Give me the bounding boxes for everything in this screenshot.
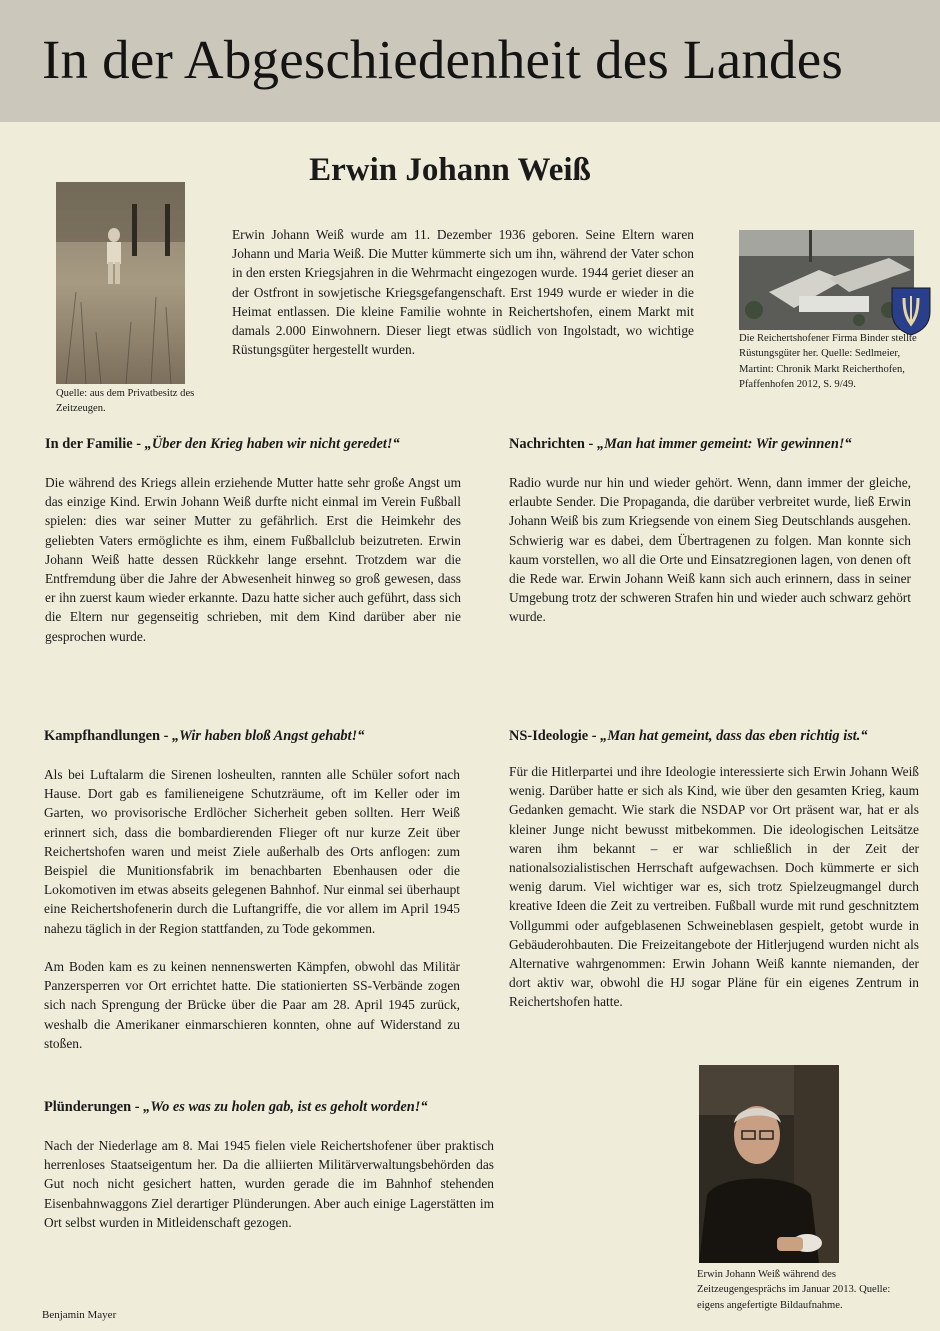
section-body-nachrichten: Radio wurde nur hin und wieder gehört. Wenn, dann immer der gleiche, erlaubte Sender. Die Propaganda, die darüber verbreitet wurde, ließ Erwin Johann Weiß bis zum Kriegsende von einem Sieg Deutschlands ausgehen. Schwierig war es dabei, dem Übertragenen zu folgen. Man konnte sich kaum vorstellen, wo all die Orte und Einsatzregionen lagen, von denen oft die Rede war. Erwin Johann Weiß kann sich auch erinnern, dass in seiner Umgebung trotz der schweren Strafen hin und wieder auch schwarz gehört wurde. <box>509 475 911 625</box>
section-body-ideologie: Für die Hitlerpartei und ihre Ideologie interessierte sich Erwin Johann Weiß wenig. Darüber hatte er sich als Kind, wie über den gesamten Krieg, kaum Gedanken gemacht. Wie stark die NSDAP vor Ort präsent war, hat er als kleiner Junge nicht bewusst mitbekommen. Die ideologischen Leitsätze waren ihm bekannt – er war schließlich in der Zeit der nationalsozialistischen Herrschaft aufgewachsen. Doch kümmerte er sich wenig darum. Viel wichtiger war es, sich trotz Spielzeugmangel durch kreative Ideen die Zeit zu vertreiben. Fußball wurde mit rund geschnitztem Vollgummi oder aufgeblasenen Schweineblasen gespielt, getobt wurde in Gebäuderohbauten. Die Freizeitangebote der Hitlerjugend wurden nicht als Alternative wahrgenommen: Erwin Johann Weiß kannte niemanden, der dort aktiv war, obwohl die HJ sogar Pläne für ein eigenes Zentrum in Reichertshofen hatte. <box>509 764 919 1010</box>
intro-paragraph: Erwin Johann Weiß wurde am 11. Dezember 1936 geboren. Seine Eltern waren Johann und Maria Weiß. Die Mutter kümmerte sich um ihn, während der Vater schon in den ersten Kriegsjahren in die Wehrmacht eingezogen wurde. 1944 geriet dieser an der Ostfront in sowjetische Kriegsgefangenschaft. Erst 1949 wurde er wieder in die Heimat entlassen. Die kleine Familie wohnte in Reichertshofen, einem Markt mit damals 2.000 Einwohnern. Dieser liegt etwas südlich von Ingolstadt, wo wichtige Rüstungsgüter hergestellt wurden. <box>232 227 694 358</box>
person-name-heading: Erwin Johann Weiß <box>309 152 591 188</box>
child-photo-caption: Quelle: aus dem Privatbesitz des Zeitzeugen. <box>56 388 195 415</box>
section-body-kampfhandlungen: Als bei Luftalarm die Sirenen losheulten, rannten alle Schüler sofort nach Hause. Dort gab es familieneigene Schutzräume, oft im Keller oder im Garten, wo provisorische Erdlöcher Sicherheit geben sollten. Herr Weiß erinnert sich, dass die bombardierenden Flieger oft nur kurze Zeit über Reichertshofen waren und meist Ziele außerhalb des Orts anflogen: zum Beispiel die Munitionsfabrik im benachbarten Ebenhausen oder die Lokomotiven im etwas abseits gelegenen Bahnhof. Nur einmal sei überhaupt eine Reichertshofenerin durch die Luftangriffe, die vor allem im April 1945 nahezu täglich in der Region stattfanden, zu Tode gekommen. <box>44 767 460 936</box>
page-title: In der Abgeschiedenheit des Landes <box>42 29 843 90</box>
section-body-pluenderungen: Nach der Niederlage am 8. Mai 1945 fielen viele Reichertshofener über praktisch herrenloses Staatseigentum her. Da die alliierten Militärverwaltungsbehörden das Gut noch nicht gesichert hatten, wurden gerade die im Bahnhof stehenden Eisenbahnwaggons Ziel derartiger Plünderungen. Aber auch einige Lagerstätten im Ort selbst wurden in Mitleidenschaft gezogen. <box>44 1138 494 1230</box>
section-body-kampfhandlungen-2: Am Boden kam es zu keinen nennenswerten Kämpfen, obwohl das Militär Panzersperren vor Ort errichtet hatte. Die stationierten SS-Verbände zogen sich nach Sprengung der Brücke über die Paar am 28. April 1945 zurück, weshalb die Amerikaner einmarschieren konnten, ohne auf Widerstand zu stoßen. <box>44 959 460 1051</box>
coat-of-arms-icon <box>890 286 932 336</box>
section-heading-ideologie: NS-Ideologie - „Man hat gemeint, dass das eben richtig ist.“ <box>509 728 868 744</box>
factory-photo <box>739 230 914 330</box>
section-heading-kampfhandlungen: Kampfhandlungen - „Wir haben bloß Angst gehabt!“ <box>44 728 365 744</box>
author-name: Benjamin Mayer <box>42 1309 117 1321</box>
interview-photo-caption: Erwin Johann Weiß während des Zeitzeugengesprächs im Januar 2013. Quelle: eigens angefertigte Bildaufnahme. <box>697 1269 891 1311</box>
section-body-familie: Die während des Kriegs allein erziehende Mutter hatte sehr große Angst um das einzige Kind. Erwin Johann Weiß durfte nicht einmal im Verein Fußball spielen: dies war seiner Mutter zu gefährlich. Erst die Heimkehr des geliebten Vaters ermöglichte es ihm, einem Fußballclub beizutreten. Erwin Johann Weiß hatte dessen Rückkehr lange ersehnt. Trotzdem war die Entfremdung über die Jahre der Abwesenheit hinweg so groß gewesen, dass er ihn zuerst kaum wieder erkannte. Dazu hatte sicher auch geführt, dass sich die Eltern nur gegenseitig schrieben, mit dem Kind darüber aber nie gesprochen wurde. <box>45 475 461 644</box>
factory-photo-caption: Die Reichertshofener Firma Binder stellte Rüstungsgüter her. Quelle: Sedlmeier, Martint: Chronik Markt Reicherthofen, Pfaffenhofen 2012, S. 9/49. <box>739 333 917 391</box>
section-heading-pluenderungen: Plünderungen - „Wo es was zu holen gab, ist es geholt worden!“ <box>44 1099 428 1115</box>
section-heading-familie: In der Familie - „Über den Krieg haben wir nicht geredet!“ <box>45 436 400 452</box>
interview-photo <box>699 1065 839 1263</box>
section-heading-nachrichten: Nachrichten - „Man hat immer gemeint: Wir gewinnen!“ <box>509 436 852 452</box>
child-photo <box>56 182 185 384</box>
